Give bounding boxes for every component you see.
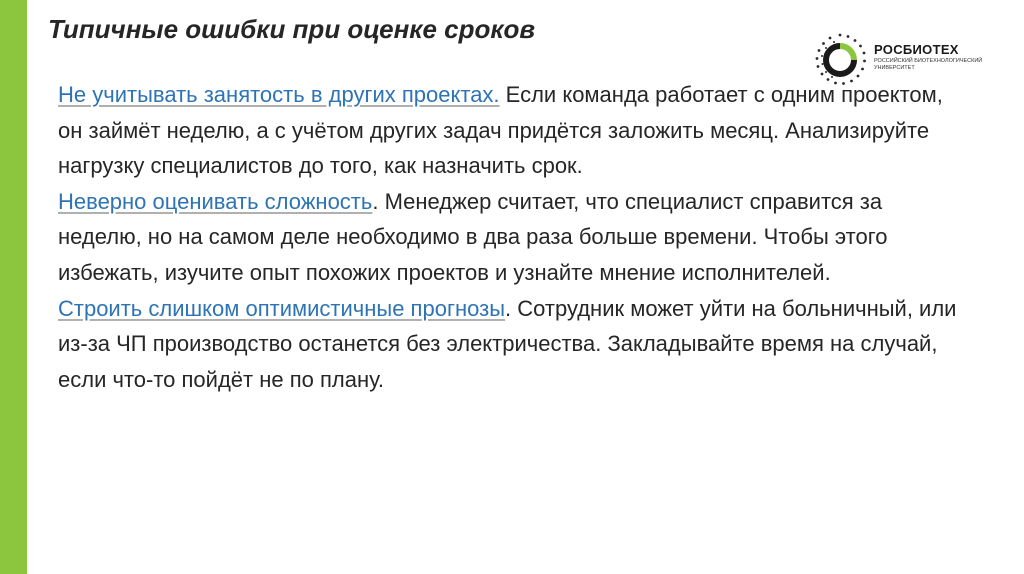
paragraph-3 xyxy=(58,291,958,398)
paragraph-2 xyxy=(58,184,958,291)
accent-bar xyxy=(0,0,27,574)
slide-title: Типичные ошибки при оценке сроков xyxy=(48,14,536,44)
paragraph-3-text: . Сотрудник может уйти на больничный, или из-за ЧП производство останется без электричества. Закладывайте время на случай, если что-то пойдёт не по плану. xyxy=(58,295,957,392)
slide-body xyxy=(58,77,958,397)
paragraph-2-text: . Менеджер считает, что специалист справится за неделю, но на самом деле необходимо в два раза больше времени. Чтобы этого избежать, изучите опыт похожих проектов и узнайте мнение исполнителей. xyxy=(58,188,888,285)
logo-name: РОСБИОТЕХ xyxy=(874,42,959,57)
paragraph-3-highlight: Строить слишком оптимистичные прогнозы xyxy=(58,295,506,321)
paragraph-1-highlight: Не учитывать занятость в других проектах. xyxy=(58,82,500,107)
logo-subtitle: РОССИЙСКИЙ БИОТЕХНОЛОГИЧЕСКИЙ УНИВЕРСИТЕТ xyxy=(874,58,983,71)
paragraph-1 xyxy=(58,77,958,184)
paragraph-1-text: Если команда работает с одним проектом, он займёт неделю, а с учётом других задач придётся заложить месяц. Анализируйте нагрузку специалистов до того, как назначить срок. xyxy=(58,82,943,179)
paragraph-2-highlight: Неверно оценивать сложность xyxy=(58,188,373,214)
